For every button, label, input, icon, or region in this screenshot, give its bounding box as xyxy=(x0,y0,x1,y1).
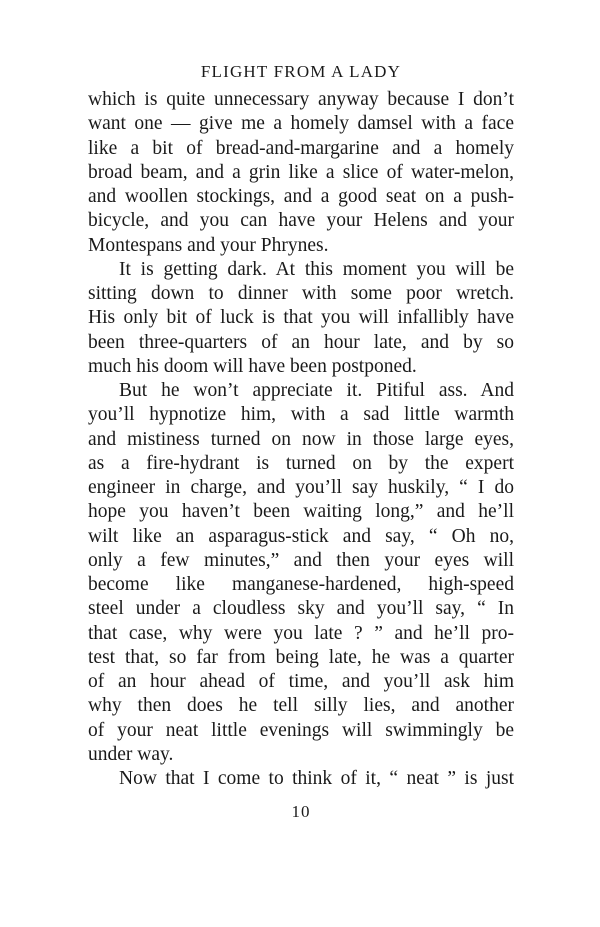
text-line: of your neat little evenings will swimmingly be xyxy=(88,719,514,741)
body-text xyxy=(88,88,514,791)
text-line: and woollen stockings, and a good seat on a push- xyxy=(88,186,514,207)
text-line: broad beam, and a grin like a slice of water-melon, xyxy=(88,161,514,183)
text-line: It is getting dark. At this moment you will be xyxy=(119,258,514,280)
text-line: like a bit of bread-and-margarine and a homely xyxy=(88,137,514,159)
text-line: want one — give me a homely damsel with a face xyxy=(88,113,514,135)
text-line: But he won’t appreciate it. Pitiful ass. And xyxy=(119,380,514,401)
text-line: Now that I come to think of it, “ neat ” is just xyxy=(119,768,514,789)
text-line: and mistiness turned on now in those large eyes, xyxy=(88,428,514,450)
text-line: test that, so far from being late, he was a quarter xyxy=(88,646,514,668)
text-line: Montespans and your Phrynes. xyxy=(88,234,329,256)
text-line: bicycle, and you can have your Helens and your xyxy=(88,210,514,232)
page-number: 10 xyxy=(291,802,311,821)
text-line: become like manganese-hardened, high-speed xyxy=(88,574,514,595)
text-line: that case, why were you late ? ” and he’ll pro- xyxy=(88,622,514,644)
text-line: of an hour ahead of time, and you’ll ask him xyxy=(88,671,514,692)
text-line: under way. xyxy=(88,743,174,765)
text-line: engineer in charge, and you’ll say huskily, “ I do xyxy=(88,477,514,498)
text-line: sitting down to dinner with some poor wretch. xyxy=(88,283,514,304)
text-line: wilt like an asparagus-stick and say, “ Oh no, xyxy=(88,525,514,547)
text-line: His only bit of luck is that you will infallibly have xyxy=(88,307,514,329)
text-line: been three-quarters of an hour late, and by so xyxy=(88,331,514,353)
text-line: steel under a cloudless sky and you’ll say, “ In xyxy=(88,598,514,620)
text-line: you’ll hypnotize him, with a sad little warmth xyxy=(88,404,514,426)
text-line: only a few minutes,” and then your eyes will xyxy=(88,549,514,571)
text-line: which is quite unnecessary anyway because I don’t xyxy=(88,89,514,110)
running-head: FLIGHT FROM A LADY xyxy=(200,62,402,81)
text-line: hope you haven’t been waiting long,” and he’ll xyxy=(88,501,514,523)
text-line: as a fire-hydrant is turned on by the expert xyxy=(88,452,514,474)
text-line: much his doom will have been postponed. xyxy=(88,355,417,377)
text-line: why then does he tell silly lies, and another xyxy=(88,695,514,717)
